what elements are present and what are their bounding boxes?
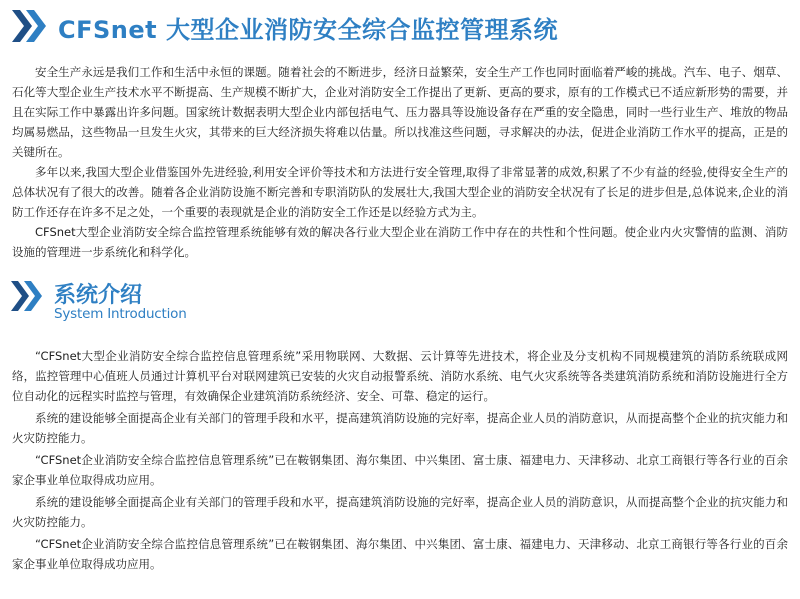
section-paragraph: “CFSnet大型企业消防安全综合监控信息管理系统”采用物联网、大数据、云计算等先进技术，将企业及分支机构不同规模建筑的消防系统联成网络，监控管理中心值班人员通过计算机平台对联网建筑已安装的火灾自动报警系统、消防水系统、电气火灾系统等各类建筑消防系统和消防设施进行全方位自动化的远程实时监控与管理，有效确保企业建筑消防系统经济、安全、可靠、稳定的运行。 xyxy=(12,349,788,403)
double-chevron-right-icon xyxy=(10,280,46,312)
page-title: CFSnet 大型企业消防安全综合监控管理系统 xyxy=(58,16,558,44)
section-paragraph: 系统的建设能够全面提高企业有关部门的管理手段和水平，提高建筑消防设施的完好率，提高企业人员的消防意识，从而提高整个企业的抗灾能力和火灾防控能力。 xyxy=(12,411,788,445)
intro-text xyxy=(12,62,788,262)
section-header xyxy=(0,278,800,324)
intro-paragraph: 多年以来,我国大型企业借鉴国外先进经验,利用安全评价等技术和方法进行安全管理,取得了非常显著的成效,积累了不少有益的经验,使得安全生产的总体状况有了很大的改善。随着各企业消防设施不断完善和专职消防队的发展壮大,我国大型企业的消防安全状况有了长足的进步但是,总体说来,企业的消防工作还存在许多不足之处，一个重要的表现就是企业的消防安全工作还是以经验方式为主。 xyxy=(12,165,788,219)
intro-paragraph: CFSnet大型企业消防安全综合监控管理系统能够有效的解决各行业大型企业在消防工作中存在的共性和个性问题。使企业内火灾警情的监测、消防设施的管理进一步系统化和科学化。 xyxy=(12,225,788,259)
section-text xyxy=(12,346,788,576)
section-title: 系统介绍 xyxy=(54,283,143,308)
intro-paragraph: 安全生产永远是我们工作和生活中永恒的课题。随着社会的不断进步，经济日益繁荣，安全生产工作也同时面临着严峻的挑战。汽车、电子、烟草、石化等大型企业生产技术水平不断提高、生产规模不断扩大，企业对消防安全工作提出了更新、更高的要求，原有的工作模式已不适应新形势的需要，并且在实际工作中暴露出许多问题。国家统计数据表明大型企业内部包括电气、压力器具等设施设备存在严重的安全隐患，同时一些行业生产、堆放的物品均属易燃品，这些物品一旦发生火灾，其带来的巨大经济损失将难以估量。所以找准这些问题，寻求解决的办法，促进企业消防工作水平的提高，正是的关键所在。 xyxy=(12,65,788,159)
section-paragraph: “CFSnet企业消防安全综合监控信息管理系统”已在鞍钢集团、海尔集团、中兴集团、富士康、福建电力、天津移动、北京工商银行等各行业的百余家企事业单位取得成功应用。 xyxy=(12,537,788,571)
page-header xyxy=(0,6,800,46)
section-paragraph: “CFSnet企业消防安全综合监控信息管理系统”已在鞍钢集团、海尔集团、中兴集团、富士康、福建电力、天津移动、北京工商银行等各行业的百余家企事业单位取得成功应用。 xyxy=(12,453,788,487)
double-chevron-right-icon xyxy=(10,8,50,44)
section-paragraph: 系统的建设能够全面提高企业有关部门的管理手段和水平，提高建筑消防设施的完好率，提高企业人员的消防意识，从而提高整个企业的抗灾能力和火灾防控能力。 xyxy=(12,495,788,529)
section-subtitle: System Introduction xyxy=(54,306,187,322)
